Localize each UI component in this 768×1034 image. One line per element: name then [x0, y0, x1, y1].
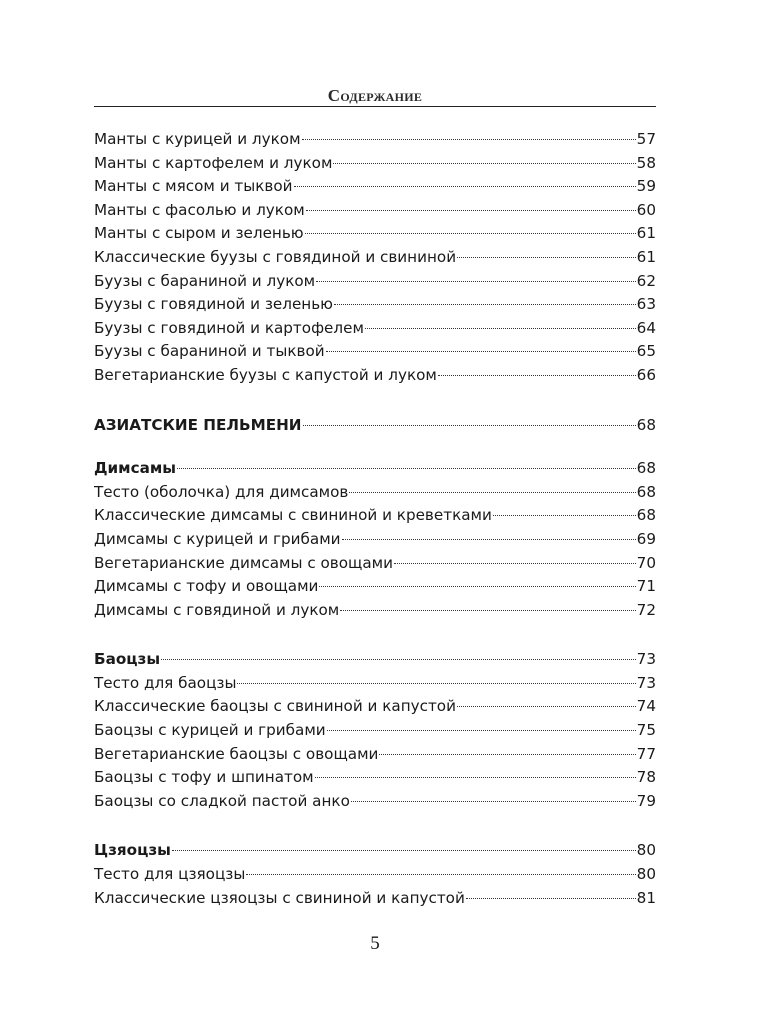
toc-entry-page: 72: [636, 600, 656, 619]
dot-leader: [351, 801, 636, 802]
toc-entry-title: Баоцзы с курицей и грибами: [94, 721, 326, 740]
toc-entry[interactable]: [94, 887, 656, 911]
dot-leader: [394, 563, 636, 564]
toc-entry-page: 62: [636, 271, 656, 290]
dot-leader: [177, 468, 636, 469]
dot-leader: [294, 186, 636, 187]
toc-entry-title: Баоцзы: [94, 650, 161, 669]
header-rule: [94, 106, 656, 107]
dot-leader: [334, 304, 636, 305]
dot-leader: [326, 351, 636, 352]
toc-entry[interactable]: [94, 199, 656, 223]
dot-leader: [438, 375, 636, 376]
toc-entry-page: 79: [636, 791, 656, 810]
toc-entry-page: 68: [636, 482, 656, 501]
toc-entry-page: 73: [636, 650, 656, 669]
section-gap: [94, 437, 656, 457]
toc-entry[interactable]: [94, 270, 656, 294]
toc-entry-title: Димсамы: [94, 459, 176, 478]
toc-entry-page: 66: [636, 365, 656, 384]
toc-entry-title: Тесто (оболочка) для димсамов: [94, 482, 349, 501]
toc-entry-page: 61: [636, 224, 656, 243]
toc-entry-page: 68: [636, 459, 656, 478]
dot-leader: [342, 539, 636, 540]
toc-entry[interactable]: [94, 293, 656, 317]
running-header: Содержание: [327, 86, 423, 105]
toc-entry-page: 69: [636, 529, 656, 548]
dot-leader: [340, 610, 635, 611]
toc-entry[interactable]: [94, 766, 656, 790]
toc-entry-page: 65: [636, 342, 656, 361]
dot-leader: [457, 257, 636, 258]
toc-entry[interactable]: [94, 863, 656, 887]
dot-leader: [349, 492, 635, 493]
toc-entry[interactable]: [94, 317, 656, 341]
toc-entry[interactable]: [94, 128, 656, 152]
section-gap: [94, 813, 656, 839]
toc-entry-title: Димсамы с курицей и грибами: [94, 529, 341, 548]
toc-entry-title: Буузы с говядиной и картофелем: [94, 318, 364, 337]
dot-leader: [466, 898, 636, 899]
toc-entry-title: Вегетарианские димсамы с овощами: [94, 553, 393, 572]
dot-leader: [457, 706, 636, 707]
dot-leader: [315, 777, 636, 778]
toc-entry-page: 78: [636, 768, 656, 787]
toc-entry-title: Манты с сыром и зеленью: [94, 224, 304, 243]
section-gap: [94, 622, 656, 648]
toc-entry-title: Цзяоцзы: [94, 841, 171, 860]
toc-entry-page: 68: [636, 506, 656, 525]
table-of-contents: [94, 128, 656, 910]
toc-entry-title: Вегетарианские буузы с капустой и луком: [94, 365, 437, 384]
dot-leader: [316, 281, 636, 282]
toc-entry[interactable]: [94, 743, 656, 767]
toc-entry-page: 74: [636, 697, 656, 716]
page-number: 5: [370, 933, 380, 954]
toc-entry-page: 57: [636, 130, 656, 148]
toc-entry[interactable]: [94, 504, 656, 528]
toc-section-heading[interactable]: [94, 839, 656, 863]
toc-entry-title: Манты с фасолью и луком: [94, 200, 305, 219]
toc-entry-title: Баоцзы со сладкой пастой анко: [94, 791, 350, 810]
dot-leader: [305, 233, 636, 234]
toc-entry-title: Классические буузы с говядиной и свининой: [94, 247, 457, 266]
toc-entry[interactable]: [94, 790, 656, 814]
toc-entry-title: Тесто для баоцзы: [94, 673, 237, 692]
dot-leader: [303, 425, 636, 426]
toc-entry-page: 63: [636, 295, 656, 314]
toc-entry[interactable]: [94, 719, 656, 743]
dot-leader: [161, 659, 636, 660]
toc-entry-title: Буузы с бараниной и тыквой: [94, 342, 325, 361]
section-gap: [94, 388, 656, 414]
toc-entry[interactable]: [94, 340, 656, 364]
toc-entry-page: 77: [636, 744, 656, 763]
toc-section-heading[interactable]: [94, 648, 656, 672]
toc-entry-title: Вегетарианские баоцзы с овощами: [94, 744, 379, 763]
dot-leader: [493, 515, 636, 516]
dot-leader: [172, 850, 636, 851]
dot-leader: [319, 586, 635, 587]
toc-entry[interactable]: [94, 246, 656, 270]
toc-entry-page: 61: [636, 247, 656, 266]
toc-entry-title: Буузы с бараниной и луком: [94, 271, 316, 290]
toc-entry-page: 59: [636, 177, 656, 196]
toc-entry-title: Классические баоцзы с свининой и капустой: [94, 697, 456, 716]
toc-entry-title: Классические цзяоцзы с свининой и капустой: [94, 888, 465, 907]
dot-leader: [302, 139, 636, 140]
toc-entry[interactable]: [94, 695, 656, 719]
dot-leader: [333, 163, 635, 164]
toc-entry-page: 60: [636, 200, 656, 219]
toc-entry-title: Тесто для цзяоцзы: [94, 865, 246, 884]
dot-leader: [379, 754, 635, 755]
toc-entry-page: 73: [636, 673, 656, 692]
toc-entry-title: Манты с картофелем и луком: [94, 153, 333, 172]
toc-entry-title: Баоцзы с тофу и шпинатом: [94, 768, 314, 787]
toc-entry-title: Димсамы с тофу и овощами: [94, 577, 319, 596]
toc-entry-page: 75: [636, 721, 656, 740]
toc-entry[interactable]: [94, 599, 656, 623]
toc-entry[interactable]: [94, 481, 656, 505]
toc-entry-page: 80: [636, 841, 656, 860]
toc-section-heading[interactable]: [94, 457, 656, 481]
toc-entry-title: АЗИАТСКИЕ ПЕЛЬМЕНИ: [94, 415, 302, 434]
toc-entry-page: 80: [636, 865, 656, 884]
toc-entry-page: 71: [636, 577, 656, 596]
toc-entry-page: 58: [636, 153, 656, 172]
toc-entry[interactable]: [94, 575, 656, 599]
toc-entry[interactable]: [94, 175, 656, 199]
toc-entry[interactable]: [94, 672, 656, 696]
dot-leader: [237, 683, 635, 684]
toc-entry[interactable]: [94, 222, 656, 246]
dot-leader: [365, 328, 636, 329]
dot-leader: [306, 210, 636, 211]
toc-entry-page: 81: [636, 888, 656, 907]
dot-leader: [327, 730, 636, 731]
toc-entry[interactable]: [94, 152, 656, 176]
toc-entry-page: 64: [636, 318, 656, 337]
toc-section-heading[interactable]: [94, 414, 656, 438]
toc-entry[interactable]: [94, 364, 656, 388]
toc-entry-title: Манты с курицей и луком: [94, 130, 301, 148]
toc-entry[interactable]: [94, 552, 656, 576]
toc-entry-page: 68: [636, 415, 656, 434]
dot-leader: [246, 874, 635, 875]
toc-entry-page: 70: [636, 553, 656, 572]
toc-entry-title: Классические димсамы с свининой и креветками: [94, 506, 492, 525]
toc-entry[interactable]: [94, 528, 656, 552]
toc-entry-title: Буузы с говядиной и зеленью: [94, 295, 333, 314]
toc-entry-title: Димсамы с говядиной и луком: [94, 600, 340, 619]
toc-entry-title: Манты с мясом и тыквой: [94, 177, 293, 196]
